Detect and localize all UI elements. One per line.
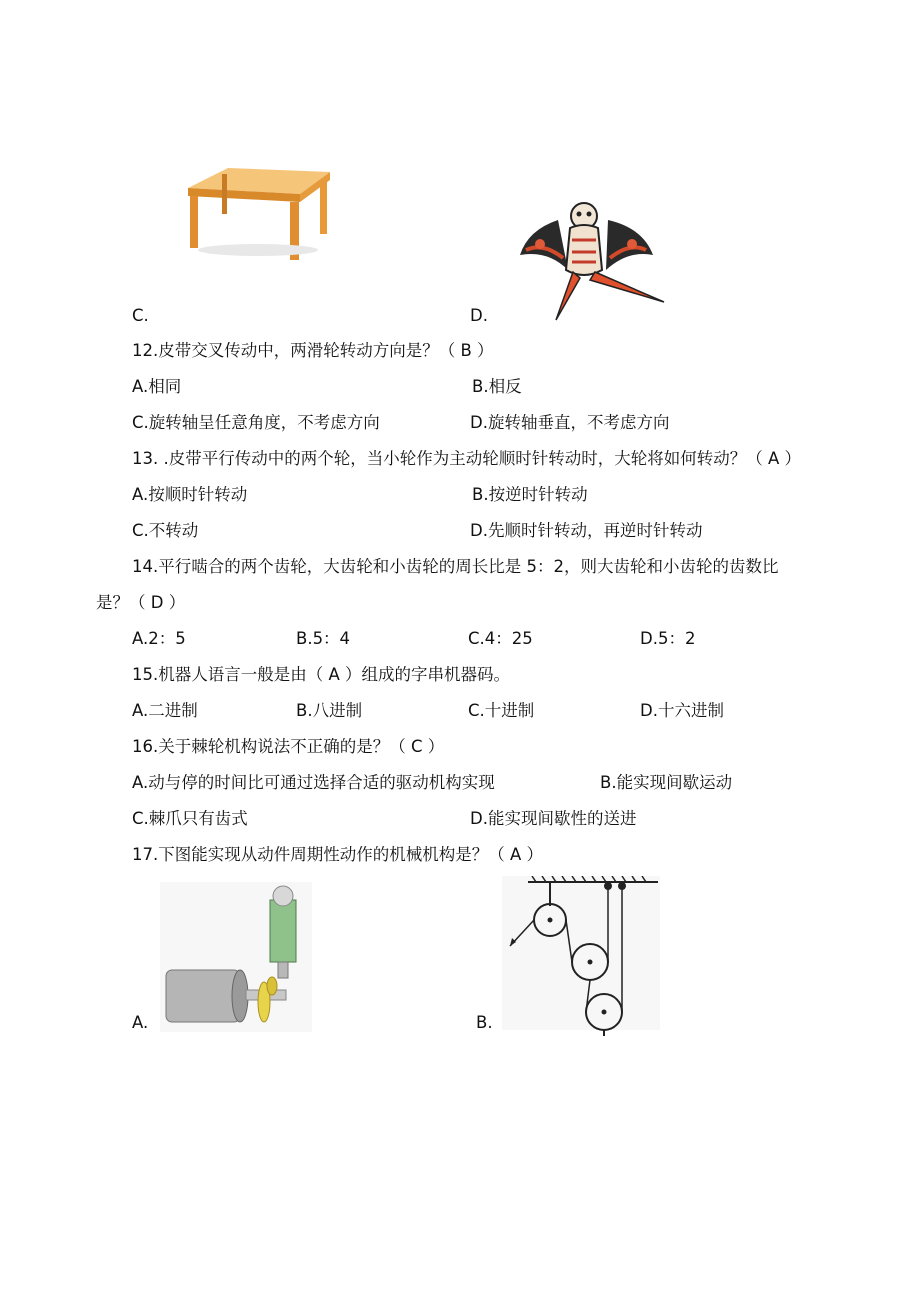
q15-option-a: A.二进制 — [132, 701, 198, 720]
q12-option-a: A.相同 — [132, 377, 182, 396]
q16-option-c: C.棘爪只有齿式 — [132, 809, 248, 828]
q15-stem: 15.机器人语言一般是由（ A ）组成的字串机器码。 — [132, 665, 511, 684]
q13-option-c: C.不转动 — [132, 521, 199, 540]
q16-stem: 16.关于棘轮机构说法不正确的是？（ C ） — [132, 737, 445, 756]
q14-stem-line1: 14.平行啮合的两个齿轮，大齿轮和小齿轮的周长比是 5：2，则大齿轮和小齿轮的齿数比 — [132, 557, 779, 576]
q14-option-a: A.2：5 — [132, 629, 186, 648]
kite-image — [518, 200, 668, 322]
table-image — [178, 164, 336, 264]
q13-stem: 13. .皮带平行传动中的两个轮，当小轮作为主动轮顺时针转动时，大轮将如何转动？（ A ） — [132, 449, 802, 468]
option-d-label: D. — [470, 306, 488, 325]
option-c-label: C. — [132, 306, 149, 325]
cam-mechanism-image — [160, 882, 312, 1032]
q12-stem: 12.皮带交叉传动中，两滑轮转动方向是？（ B ） — [132, 341, 494, 360]
q13-option-d: D.先顺时针转动，再逆时针转动 — [470, 521, 703, 540]
q15-option-d: D.十六进制 — [640, 701, 724, 720]
q14-option-c: C.4：25 — [468, 629, 533, 648]
q16-option-b: B.能实现间歇运动 — [600, 773, 733, 792]
q15-option-c: C.十进制 — [468, 701, 535, 720]
pulley-system-image — [502, 876, 660, 1036]
q12-option-c: C.旋转轴呈任意角度，不考虑方向 — [132, 413, 380, 432]
q12-option-b: B.相反 — [472, 377, 522, 396]
q14-option-d: D.5：2 — [640, 629, 696, 648]
q12-option-d: D.旋转轴垂直，不考虑方向 — [470, 413, 670, 432]
q14-stem-line2: 是？（ D ） — [96, 593, 186, 612]
q17-stem: 17.下图能实现从动件周期性动作的机械机构是？（ A ） — [132, 845, 544, 864]
q16-option-a: A.动与停的时间比可通过选择合适的驱动机构实现 — [132, 773, 495, 792]
q17-option-b-label: B. — [476, 1013, 493, 1032]
q16-option-d: D.能实现间歇性的送进 — [470, 809, 637, 828]
q15-option-b: B.八进制 — [296, 701, 363, 720]
q13-option-a: A.按顺时针转动 — [132, 485, 248, 504]
q13-option-b: B.按逆时针转动 — [472, 485, 588, 504]
q14-option-b: B.5：4 — [296, 629, 351, 648]
q17-option-a-label: A. — [132, 1013, 149, 1032]
